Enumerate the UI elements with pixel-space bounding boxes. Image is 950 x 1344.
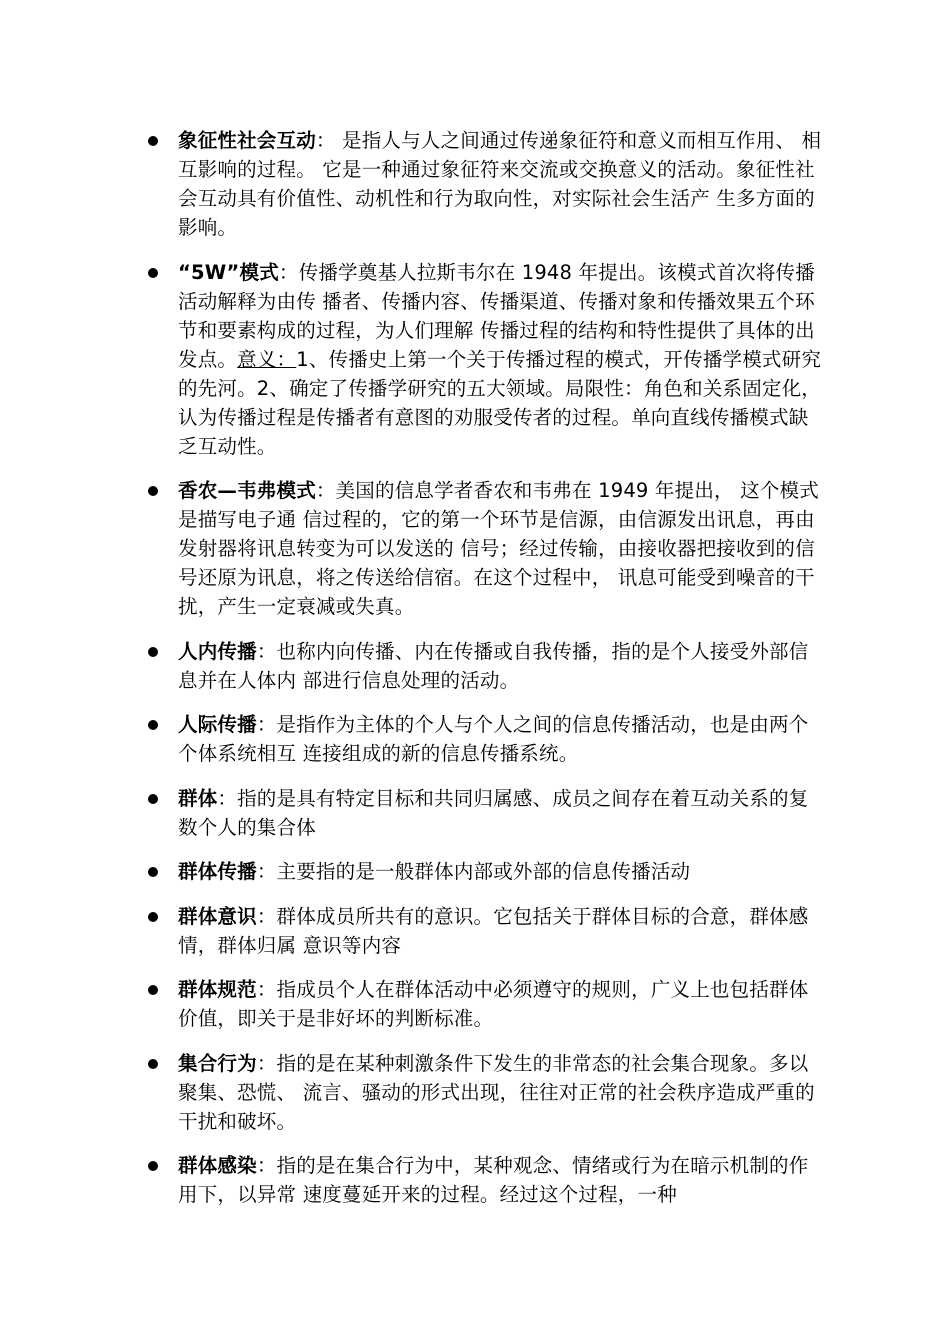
list-item [145,710,825,768]
term-label: 群体规范 [178,978,257,1001]
separator: ： [315,479,336,502]
bullet-icon [148,1161,158,1171]
list-item [145,637,825,695]
separator: ： [315,129,336,152]
term-label: “5W”模式 [178,260,279,284]
separator: ： [256,713,277,736]
separator: ： [256,1154,277,1177]
definition-text: 指的是在集合行为中，某种观念、情绪或行为在暗示机制的作用下，以异常 速度蔓延开来的过程。经过这个过程，一种 [178,1154,809,1206]
underlined-label: 意义： [237,347,297,371]
list-item [145,126,825,242]
term-label: 群体意识 [178,904,257,928]
definition-text: 传播学奠基人拉斯韦尔在 1948 年提出。该模式首次将传播活动解释为由传 播者、传播内容、传播渠道、传播对象和传播效果五个环节和要素构成的过程，为人们理解 传播过程的结构和特性提供了具体的出发点。 [178,260,815,371]
separator: ： [256,1051,277,1075]
bullet-icon [148,867,158,877]
list-item [145,975,825,1033]
bullet-icon [148,985,158,995]
bullet-icon [148,720,158,730]
list-item [145,1049,825,1136]
definition-text: 是指人与人之间通过传递象征符和意义而相互作用、 相互影响的过程。 它是一种通过象征符来交流或交换意义的活动。象征性社会互动具有价值性、动机性和行为取向性，对实际社会生活产 生多方面的影响。 [178,129,822,239]
definition-text: 指成员个人在群体活动中必须遵守的规则，广义上也包括群体价值，即关于是非好坏的判断标准。 [178,978,809,1030]
bullet-icon [148,486,158,496]
term-label: 群体感染 [178,1154,257,1177]
definition-text: 也称内向传播、内在传播或自我传播，指的是个人接受外部信息并在人体内 部进行信息处理的活动。 [178,639,809,692]
term-label: 香农—韦弗模式 [178,479,316,502]
definition-list [145,126,825,1225]
separator: ： [256,860,277,883]
definition-text: 指的是具有特定目标和共同归属感、成员之间存在着互动关系的复数个人的集合体 [178,786,809,839]
term-label: 群体传播 [178,860,257,883]
term-label: 群体 [178,786,218,810]
bullet-icon [148,647,158,657]
separator: ： [256,978,277,1001]
separator: ： [256,904,277,928]
bullet-icon [148,794,158,804]
bullet-icon [148,1059,158,1069]
term-label: 集合行为 [178,1051,257,1075]
definition-text: 是指作为主体的个人与个人之间的信息传播活动，也是由两个个体系统相互 连接组成的新的信息传播系统。 [178,713,809,765]
list-item [145,476,825,621]
definition-text: 主要指的是一般群体内部或外部的信息传播活动 [276,860,691,883]
separator: ： [278,260,299,284]
list-item [145,784,825,842]
separator: ： [217,786,238,810]
list-item [145,1151,825,1209]
term-label: 人内传播 [178,639,257,663]
list-item [145,902,825,960]
list-item [145,258,825,461]
bullet-icon [148,268,158,278]
bullet-icon [148,136,158,146]
term-label: 人际传播 [178,713,257,736]
term-label: 象征性社会互动 [178,129,316,152]
separator: ： [256,639,277,663]
bullet-icon [148,912,158,922]
definition-text: 群体成员所共有的意识。它包括关于群体目标的合意，群体感情，群体归属 意识等内容 [178,904,809,957]
definition-text: 指的是在某种刺激条件下发生的非常态的社会集合现象。多以聚集、恐慌、 流言、骚动的形式出现，往往对正常的社会秩序造成严重的干扰和破坏。 [178,1051,815,1133]
list-item [145,857,825,886]
definition-text: 美国的信息学者香农和韦弗在 1949 年提出， 这个模式是描写电子通 信过程的，它的第一个环节是信源，由信源发出讯息，再由发射器将讯息转变为可以发送的 信号；经过传输，由接收器把接收到的信号还原为讯息，将之传送给信宿。在这个过程中， 讯息可能受到噪音的干扰，产生一定衰减或失真。 [178,479,819,618]
definition-text-continued: 1、传播史上第一个关于传播过程的模式，开传播学模式研究的先河。2、确定了传播学研究的五大领域。局限性：角色和关系固定化，认为传播过程是传播者有意图的劝服受传者的过程。单向直线传播模式缺乏互动性。 [178,347,822,458]
